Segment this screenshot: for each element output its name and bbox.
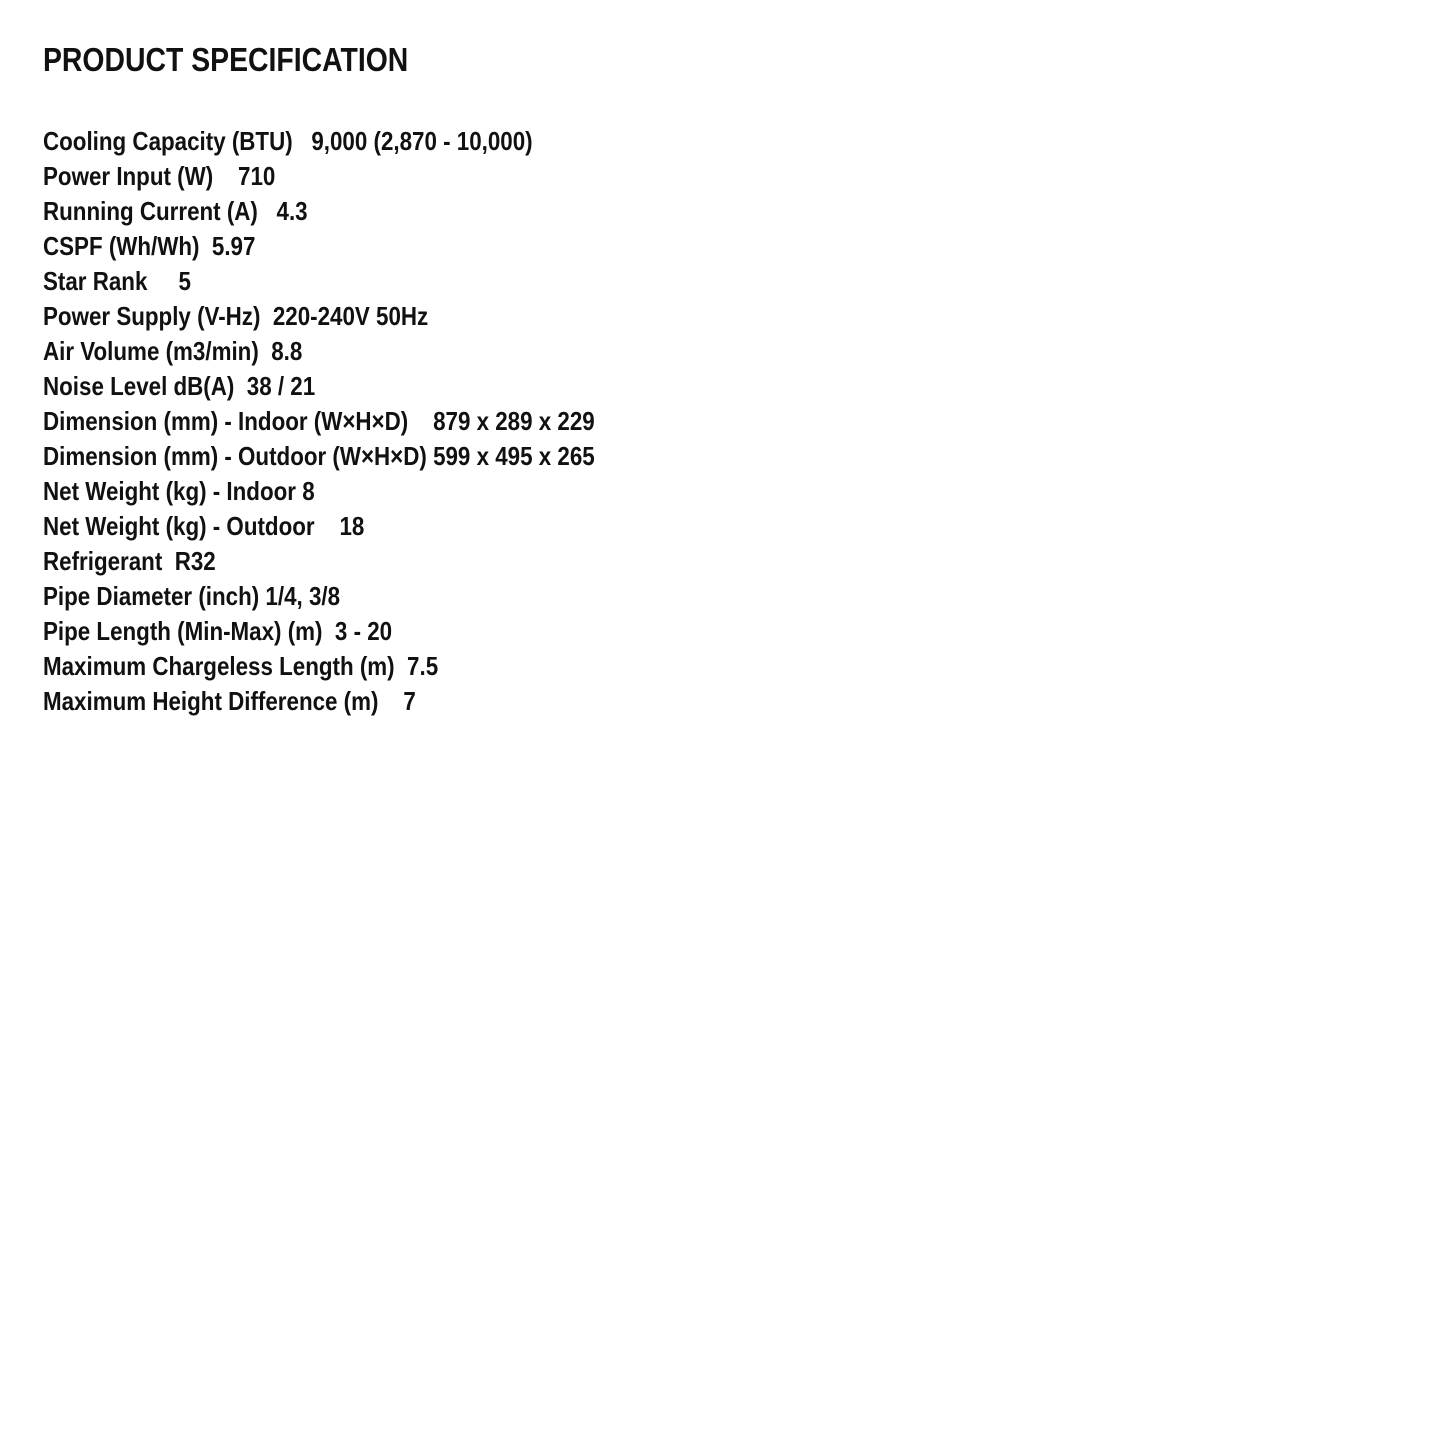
spec-value: 8 (302, 476, 315, 506)
spec-label: Dimension (mm) - Indoor (W×H×D) (43, 406, 409, 436)
page-title: PRODUCT SPECIFICATION (43, 41, 409, 78)
spec-value: 1/4, 3/8 (265, 581, 341, 611)
spec-value: 710 (238, 161, 276, 191)
spec-value: 5.97 (211, 231, 256, 261)
spec-value: 5 (178, 266, 191, 296)
spec-label: Noise Level dB(A) (43, 371, 235, 401)
spec-label: Power Input (W) (43, 161, 214, 191)
spec-value: 8.8 (271, 336, 303, 366)
spec-label: Net Weight (kg) - Indoor (43, 476, 296, 506)
spec-row (43, 509, 1213, 544)
spec-row (43, 299, 1213, 334)
spec-value: 3 - 20 (334, 616, 393, 646)
spec-value: 7.5 (407, 651, 439, 681)
spec-row (43, 439, 1213, 474)
spec-value: R32 (174, 546, 216, 576)
spec-row (43, 614, 1213, 649)
spec-value: 599 x 495 x 265 (433, 441, 595, 471)
spec-row (43, 264, 1213, 299)
spec-label: Air Volume (m3/min) (43, 336, 259, 366)
spec-row (43, 229, 1213, 264)
spec-label: Refrigerant (43, 546, 163, 576)
spec-label: CSPF (Wh/Wh) (43, 231, 200, 261)
spec-value: 4.3 (276, 196, 308, 226)
spec-row (43, 474, 1213, 509)
spec-label: Dimension (mm) - Outdoor (W×H×D) (43, 441, 427, 471)
spec-label: Maximum Height Difference (m) (43, 686, 379, 716)
spec-row (43, 124, 1213, 159)
spec-list (43, 124, 1403, 719)
spec-label: Pipe Length (Min-Max) (m) (43, 616, 323, 646)
spec-row (43, 649, 1213, 684)
spec-row (43, 194, 1213, 229)
spec-value: 7 (403, 686, 416, 716)
spec-row (43, 684, 1213, 719)
spec-label: Pipe Diameter (inch) (43, 581, 260, 611)
spec-label: Net Weight (kg) - Outdoor (43, 511, 315, 541)
spec-value: 879 x 289 x 229 (433, 406, 595, 436)
spec-row (43, 544, 1213, 579)
spec-label: Power Supply (V-Hz) (43, 301, 261, 331)
spec-row (43, 334, 1213, 369)
spec-row (43, 159, 1213, 194)
spec-row (43, 579, 1213, 614)
spec-row (43, 369, 1213, 404)
spec-value: 38 / 21 (246, 371, 316, 401)
spec-value: 9,000 (2,870 - 10,000) (311, 126, 533, 156)
spec-label: Cooling Capacity (BTU) (43, 126, 293, 156)
spec-label: Maximum Chargeless Length (m) (43, 651, 395, 681)
spec-row (43, 404, 1213, 439)
spec-label: Running Current (A) (43, 196, 258, 226)
spec-value: 220-240V 50Hz (272, 301, 429, 331)
specification-document (43, 38, 1403, 719)
spec-label: Star Rank (43, 266, 148, 296)
spec-value: 18 (339, 511, 365, 541)
